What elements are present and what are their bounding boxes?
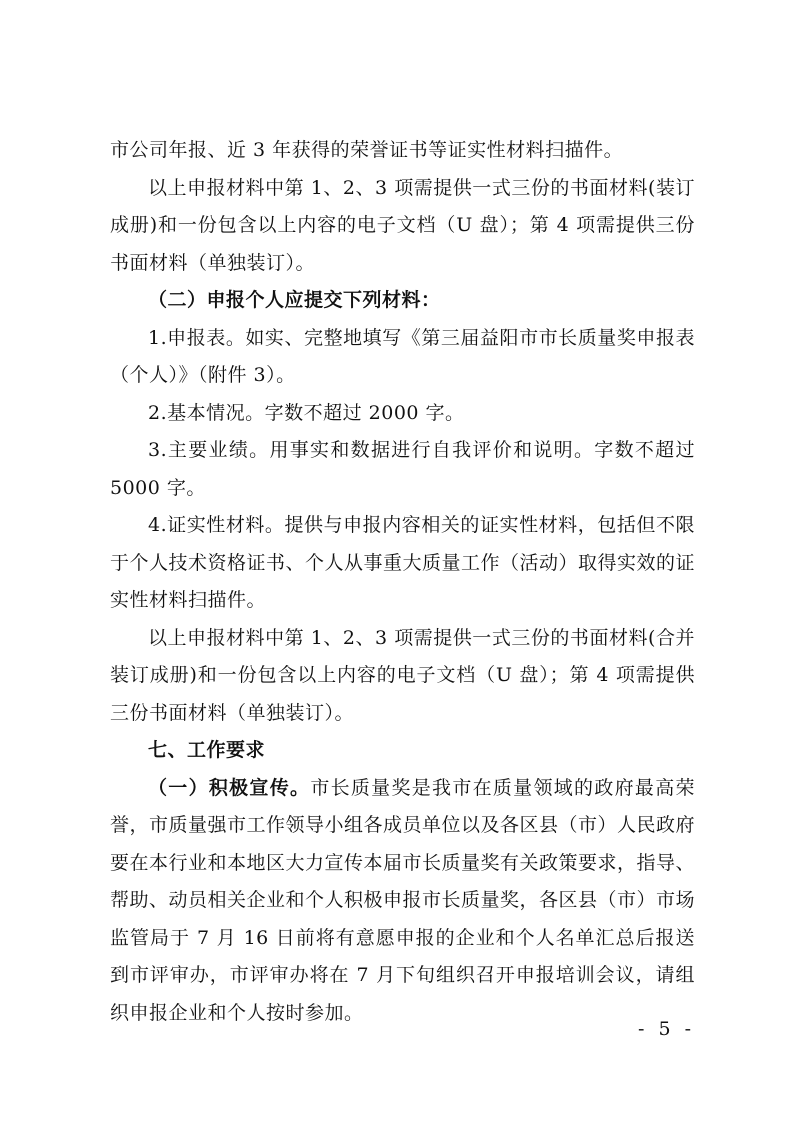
paragraph-publicity-lead: （一）积极宣传。 xyxy=(148,776,311,799)
section-heading-work-requirements: 七、工作要求 xyxy=(148,739,266,761)
paragraph-publicity xyxy=(110,770,695,1033)
paragraph-enterprise-submission-note: 以上申报材料中第 1、2、3 项需提供一式三份的书面材料(装订成册)和一份包含以上内容的电子文档（U 盘）；第 4 项需提供三份书面材料（单独装订）。 xyxy=(110,176,695,274)
document-body xyxy=(110,132,695,1032)
page-number: - 5 - xyxy=(637,1018,695,1040)
paragraph-individual-submission-note: 以上申报材料中第 1、2、3 项需提供一式三份的书面材料(合并装订成册)和一份包含以上内容的电子文档（U 盘）；第 4 项需提供三份书面材料（单独装订）。 xyxy=(110,626,695,724)
paragraph-item-4: 4.证实性材料。提供与申报内容相关的证实性材料，包括但不限于个人技术资格证书、个人从事重大质量工作（活动）取得实效的证实性材料扫描件。 xyxy=(110,514,696,611)
paragraph-publicity-body: 市长质量奖是我市在质量领域的政府最高荣誉，市质量强市工作领导小组各成员单位以及各区县（市）人民政府要在本行业和本地区大力宣传本届市长质量奖有关政策要求，指导、帮助、动员相关企业和个人积极申报市长质量奖，各区县（市）市场监管局于 7 月 16 日前将有意愿申报的企业和个人名单汇总后报送到市评审办，市评审办将在 7 月下旬组织召开申报培训会议，请组织申报企业和个人按时参加。 xyxy=(110,776,696,1024)
paragraph-item-1: 1.申报表。如实、完整地填写《第三届益阳市市长质量奖申报表（个人）》（附件 3）。 xyxy=(110,326,695,386)
paragraph-item-2: 2.基本情况。字数不超过 2000 字。 xyxy=(148,401,465,424)
paragraph-continuation: 市公司年报、近 3 年获得的荣誉证书等证实性材料扫描件。 xyxy=(110,139,624,161)
paragraph-item-3: 3.主要业绩。用事实和数据进行自我评价和说明。字数不超过 5000 字。 xyxy=(110,439,695,499)
subheading-individual-materials: （二）申报个人应提交下列材料： xyxy=(148,289,441,311)
